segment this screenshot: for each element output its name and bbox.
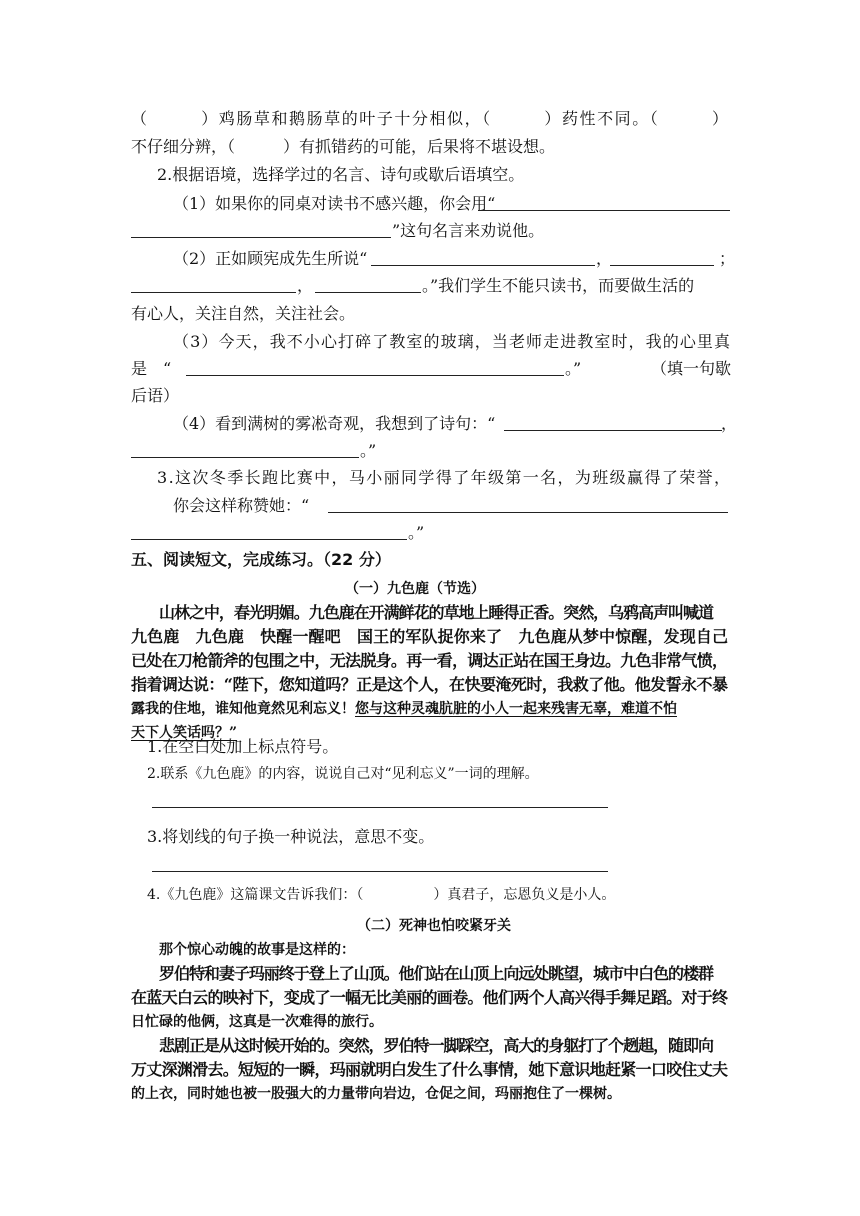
answer-blank[interactable] <box>315 291 421 293</box>
punctuation: ， <box>596 249 613 268</box>
passage-line: 万丈深渊滑去。短短的一瞬，玛丽就明白发生了什么事情，她下意识地赶紧一口咬住丈夫 <box>131 1060 728 1079</box>
question-2-3-end: 。” <box>565 359 582 378</box>
passage-line: 有心人，关注自然，关注社会。 <box>131 304 356 323</box>
answer-blank[interactable] <box>504 429 722 431</box>
passage-line: （ ）鸡肠草和鹅肠草的叶子十分相似，（ ）药性不同。（ ） <box>131 109 730 128</box>
question-2-1-prompt: （1）如果你的同桌对读书不感兴趣，你会用“ <box>173 194 496 213</box>
question-3-end: 。” <box>408 523 425 542</box>
reading-question-1: 1.在空白处加上标点符号。 <box>147 737 339 756</box>
passage-line: 已处在刀枪箭斧的包围之中，无法脱身。再一看，调达正站在国王身边。九色非常气愤， <box>131 651 728 670</box>
answer-blank[interactable] <box>186 374 564 376</box>
underlined-sentence: 天下人笑话吗？” <box>131 725 238 741</box>
reading-question-2: 2.联系《九色鹿》的内容，说说自己对“见利忘义”一词的理解。 <box>147 766 539 782</box>
question-2-3-prompt: （3）今天，我不小心打碎了教室的玻璃，当老师走进教室时，我的心里真 <box>173 332 732 351</box>
question-2-3-start: 是 “ <box>131 359 172 378</box>
answer-blank[interactable] <box>478 209 730 211</box>
underlined-sentence: 您与这种灵魂肮脏的小人一起来残害无辜，难道不怕 <box>355 701 677 717</box>
question-2-4-end: 。” <box>360 441 377 460</box>
question-2-3-note: （填一句歇 <box>651 359 732 378</box>
question-2-4-prompt: （4）看到满树的雾凇奇观，我想到了诗句：“ <box>173 414 496 433</box>
answer-blank[interactable] <box>152 870 608 872</box>
passage-line <box>131 698 677 720</box>
passage-line: 九色鹿 九色鹿 快醒一醒吧 国王的军队捉你来了 九色鹿从梦中惊醒，发现自己 <box>131 627 729 646</box>
question-2-2-prompt: （2）正如顾宪成先生所说“ <box>173 249 368 268</box>
answer-blank[interactable] <box>131 456 359 458</box>
question-3-lead: 你会这样称赞她：“ <box>173 496 310 515</box>
question-3-prompt: 3.这次冬季长跑比赛中，马小丽同学得了年级第一名，为班级赢得了荣誉， <box>157 468 732 487</box>
passage-text: 露我的住地，谁知他竟然见利忘义！ <box>131 701 355 717</box>
punctuation: ， <box>297 276 314 295</box>
answer-blank[interactable] <box>131 538 407 540</box>
passage-line: 在蓝天白云的映衬下，变成了一幅无比美丽的画卷。他们两个人高兴得手舞足蹈。对于终 <box>131 988 728 1007</box>
answer-blank[interactable] <box>371 264 595 266</box>
passage-line: 山林之中，春光明媚。九色鹿在开满鲜花的草地上睡得正香。突然，乌鸦高声叫喊道 <box>159 603 713 622</box>
answer-blank[interactable] <box>152 806 608 808</box>
answer-blank[interactable] <box>328 511 728 513</box>
passage-line: 指着调达说：“陛下，您知道吗？正是这个人，在快要淹死时，我救了他。他发誓永不暴 <box>131 675 728 694</box>
passage-line: 不仔细分辨，（ ）有抓错药的可能，后果将不堪设想。 <box>131 137 556 156</box>
passage-line: 日忙碌的他俩，这真是一次难得的旅行。 <box>131 1014 383 1030</box>
answer-blank[interactable] <box>131 291 296 293</box>
answer-blank[interactable] <box>610 264 714 266</box>
passage-title: （一）九色鹿（节选） <box>345 581 485 597</box>
reading-question-3: 3.将划线的句子换一种说法，意思不变。 <box>147 827 435 846</box>
question-2: 2.根据语境，选择学过的名言、诗句或歇后语填空。 <box>157 165 525 184</box>
punctuation: ， <box>721 414 738 433</box>
question-2-3-note-end: 后语） <box>131 386 180 405</box>
reading-question-4: 4.《九色鹿》这篇课文告诉我们：（ ）真君子，忘恩负义是小人。 <box>147 887 616 903</box>
passage-line: 那个惊心动魄的故事是这样的： <box>159 942 355 958</box>
passage-title: （二）死神也怕咬紧牙关 <box>357 918 511 934</box>
answer-blank[interactable] <box>131 236 391 238</box>
passage-line: 悲剧正是从这时候开始的。突然，罗伯特一脚踩空，高大的身躯打了个趔趄，随即向 <box>159 1036 713 1055</box>
passage-line: 的上衣，同时她也被一股强大的力量带向岩边，仓促之间，玛丽抱住了一棵树。 <box>131 1086 621 1102</box>
section-heading: 五、阅读短文，完成练习。（22 分） <box>131 550 391 569</box>
question-2-1-suffix: ”这句名言来劝说他。 <box>392 221 545 240</box>
punctuation: ； <box>719 249 736 268</box>
passage-line: 罗伯特和妻子玛丽终于登上了山顶。他们站在山顶上向远处眺望，城市中白色的楼群 <box>159 964 713 983</box>
question-2-2-suffix: 。”我们学生不能只读书，而要做生活的 <box>422 276 695 295</box>
